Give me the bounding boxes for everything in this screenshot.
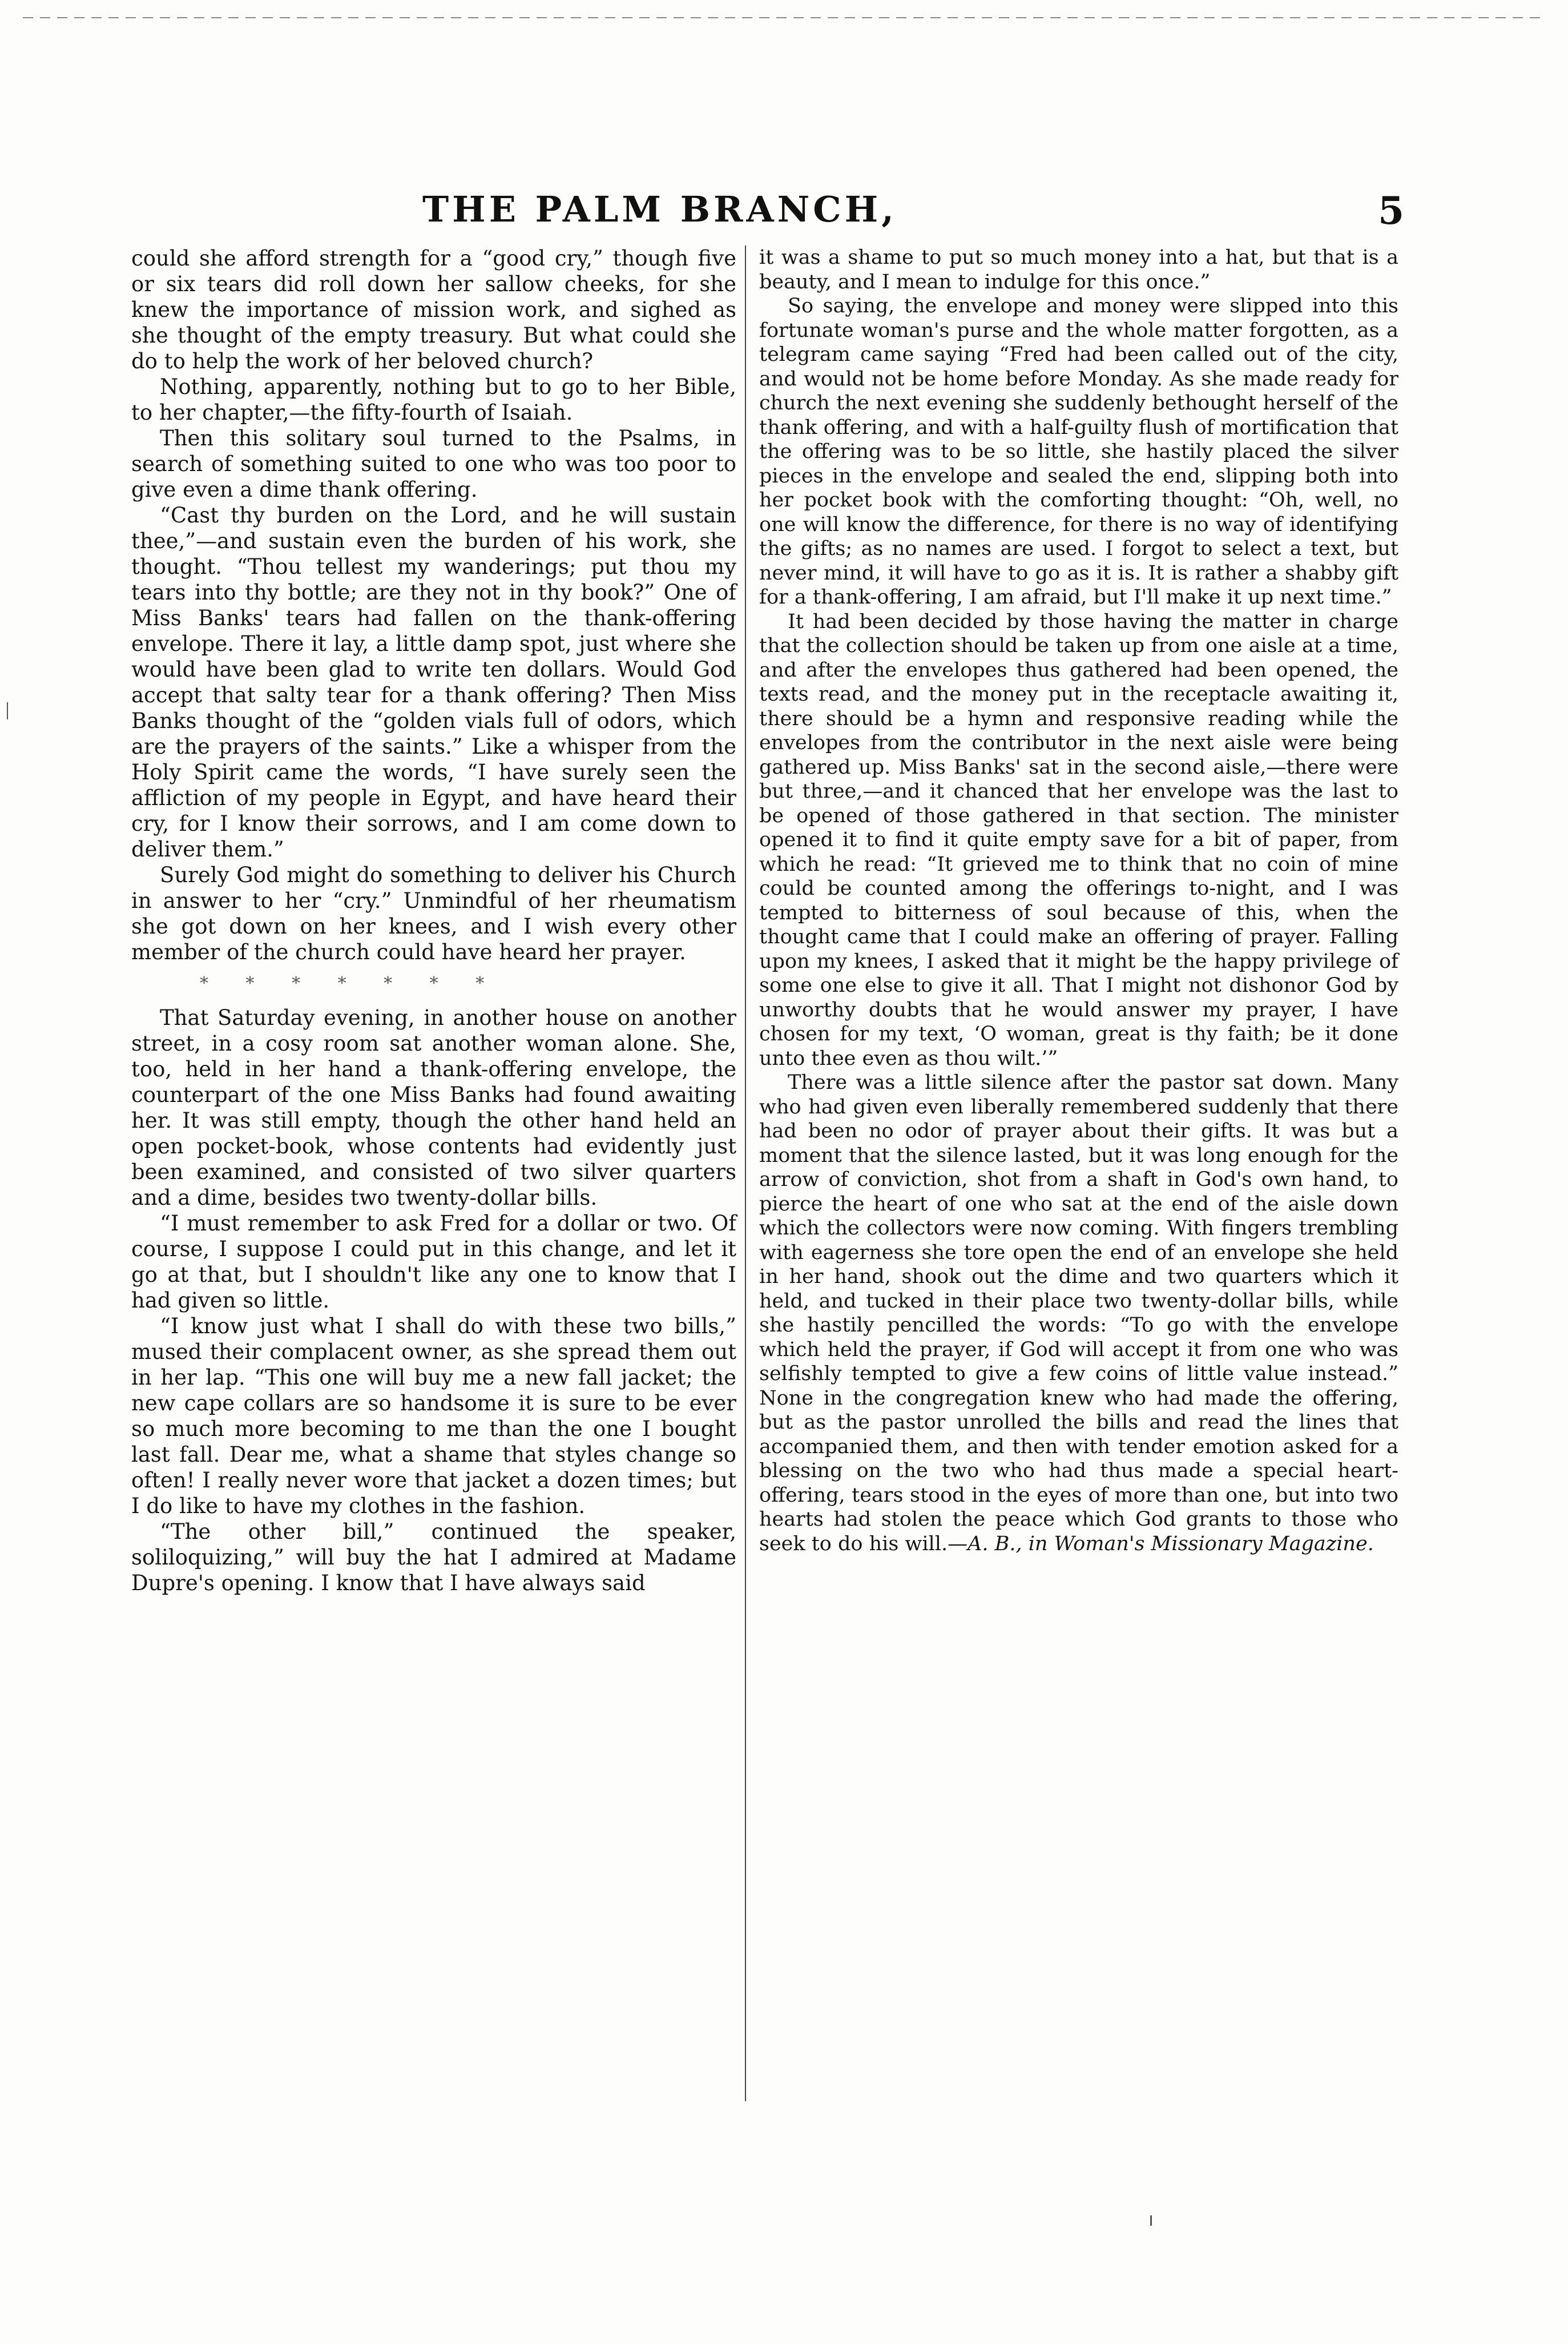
paragraph: “Cast thy burden on the Lord, and he will sustain thee,”—and sustain even the burden of his work, she thought. “Thou tellest my wanderings; put thou my tears into thy bottle; are they not in thy book?” One of Miss Banks' tears had fallen on the thank-offering envelope. There it lay, a little damp spot, just where she would have been glad to write ten dollars. Would God accept that salty tear for a thank offering? Then Miss Banks thought of the “golden vials full of odors, which are the prayers of the saints.” Like a whisper from the Holy Spirit came the words, “I have surely seen the affliction of my people in Egypt, and have heard their cry, for I know their sorrows, and I am come down to deliver them.” xyxy=(131,503,736,862)
attribution: A. B., in Woman's Missionary Magazine. xyxy=(968,1532,1374,1555)
section-break xyxy=(131,965,736,1005)
paragraph: could she afford strength for a “good cry,” though five or six tears did roll down her sallow cheeks, for she knew the importance of mission work, and sighed as she thought of the empty treasury. But what could she do to help the work of her beloved church? xyxy=(131,246,736,373)
left-column xyxy=(131,246,736,1596)
paragraph: Then this solitary soul turned to the Psalms, in search of something suited to one who was too poor to give even a dime thank offering. xyxy=(131,426,736,502)
page-header xyxy=(131,188,1404,240)
paragraph: it was a shame to put so much money into a hat, but that is a beauty, and I mean to indulge for this once.” xyxy=(759,246,1398,293)
page-number: 5 xyxy=(1378,188,1404,233)
margin-mark xyxy=(7,702,14,719)
paragraph: That Saturday evening, in another house on another street, in a cosy room sat another woman alone. She, too, held in her hand a thank-offering envelope, the counterpart of the one Miss Banks had found awaiting her. It was still empty, though the other hand held an open pocket-book, whose contents had evidently just been examined, and consisted of two silver quarters and a dime, besides two twenty-dollar bills. xyxy=(131,1005,736,1210)
footer-mark xyxy=(1150,2215,1152,2226)
paragraph: “I must remember to ask Fred for a dollar or two. Of course, I suppose I could put in this change, and let it go at that, but I shouldn't like any one to know that I had given so little. xyxy=(131,1211,736,1313)
paragraph: So saying, the envelope and money were slipped into this fortunate woman's purse and the whole matter forgotten, as a telegram came saying “Fred had been called out of the city, and would not be home before Monday. As she made ready for church the next evening she suddenly bethought herself of the thank offering, and with a half-guilty flush of mortification that the offering was to be so little, she hastily placed the silver pieces in the envelope and sealed the end, slipping both into her pocket book with the comforting thought: “Oh, well, no one will know the difference, for there is no way of identifying the gifts; as no names are used. I forgot to select a text, but never mind, it will have to go as it is. It is rather a shabby gift for a thank-offering, I am afraid, but I'll make it up next time.” xyxy=(759,295,1398,609)
running-title: THE PALM BRANCH, xyxy=(422,188,897,230)
paragraph: Surely God might do something to deliver his Church in answer to her “cry.” Unmindful of her rheumatism she got down on her knees, and I wish every other member of the church could have heard her prayer. xyxy=(131,863,736,964)
paragraph xyxy=(759,1071,1398,1556)
top-border-rule xyxy=(23,17,1545,18)
paragraph: “The other bill,” continued the speaker, soliloquizing,” will buy the hat I admired at Madame Dupre's opening. I know that I have always said xyxy=(131,1519,736,1595)
paragraph: It had been decided by those having the matter in charge that the collection should be taken up from one aisle at a time, and after the envelopes thus gathered had been opened, the texts read, and the money put in the receptacle awaiting it, there should be a hymn and responsive reading while the envelopes from the contributor in the next aisle were being gathered up. Miss Banks' sat in the second aisle,—there were but three,—and it chanced that her envelope was the last to be opened of those gathered in that section. The minister opened it to find it quite empty save for a bit of paper, from which he read: “It grieved me to think that no coin of mine could be counted among the offerings to-night, and I was tempted to bitterness of soul because of this, when the thought came that I could make an offering of prayer. Falling upon my knees, I asked that it might be the happy privilege of some one else to give it all. That I might not dishonor God by unworthy doubts that he would answer my prayer, I have chosen for my text, ‘O woman, great is thy faith; be it done unto thee even as thou wilt.’” xyxy=(759,610,1398,1070)
paragraph: “I know just what I shall do with these two bills,” mused their complacent owner, as she spread them out in her lap. “This one will buy me a new fall jacket; the new cape collars are so handsome it is sure to be ever so much more becoming to me than the one I bought last fall. Dear me, what a shame that styles change so often! I really never wore that jacket a dozen times; but I do like to have my clothes in the fashion. xyxy=(131,1314,736,1518)
column-divider xyxy=(745,246,746,2101)
section-break-asterisks: * * * * * * * xyxy=(200,974,501,993)
paragraph-text: There was a little silence after the pastor sat down. Many who had given even liberally remembered suddenly that there had been no odor of prayer about their gifts. It was but a moment that the silence lasted, but it was long enough for the arrow of conviction, shot from a shaft in God's own hand, to pierce the heart of one who sat at the end of the aisle down which the collectors were now coming. With fingers trembling with eagerness she tore open the end of an envelope she held in her hand, shook out the dime and two quarters which it held, and tucked in their place two twenty-dollar bills, while she hastily pencilled the words: “To go with the envelope which held the prayer, if God will accept it from one who was selfishly tempted to give a few coins of little value instead.” None in the congregation knew who had made the offering, but as the pastor unrolled the bills and read the lines that accompanied them, and then with tender emotion asked for a blessing on the two who had thus made a special heart-offering, tears stood in the eyes of more than one, but into two hearts had stolen the peace which God grants to those who seek to do his will.— xyxy=(759,1071,1398,1555)
right-column xyxy=(759,246,1398,1556)
paragraph: Nothing, apparently, nothing but to go to her Bible, to her chapter,—the fifty-fourth of Isaiah. xyxy=(131,375,736,425)
